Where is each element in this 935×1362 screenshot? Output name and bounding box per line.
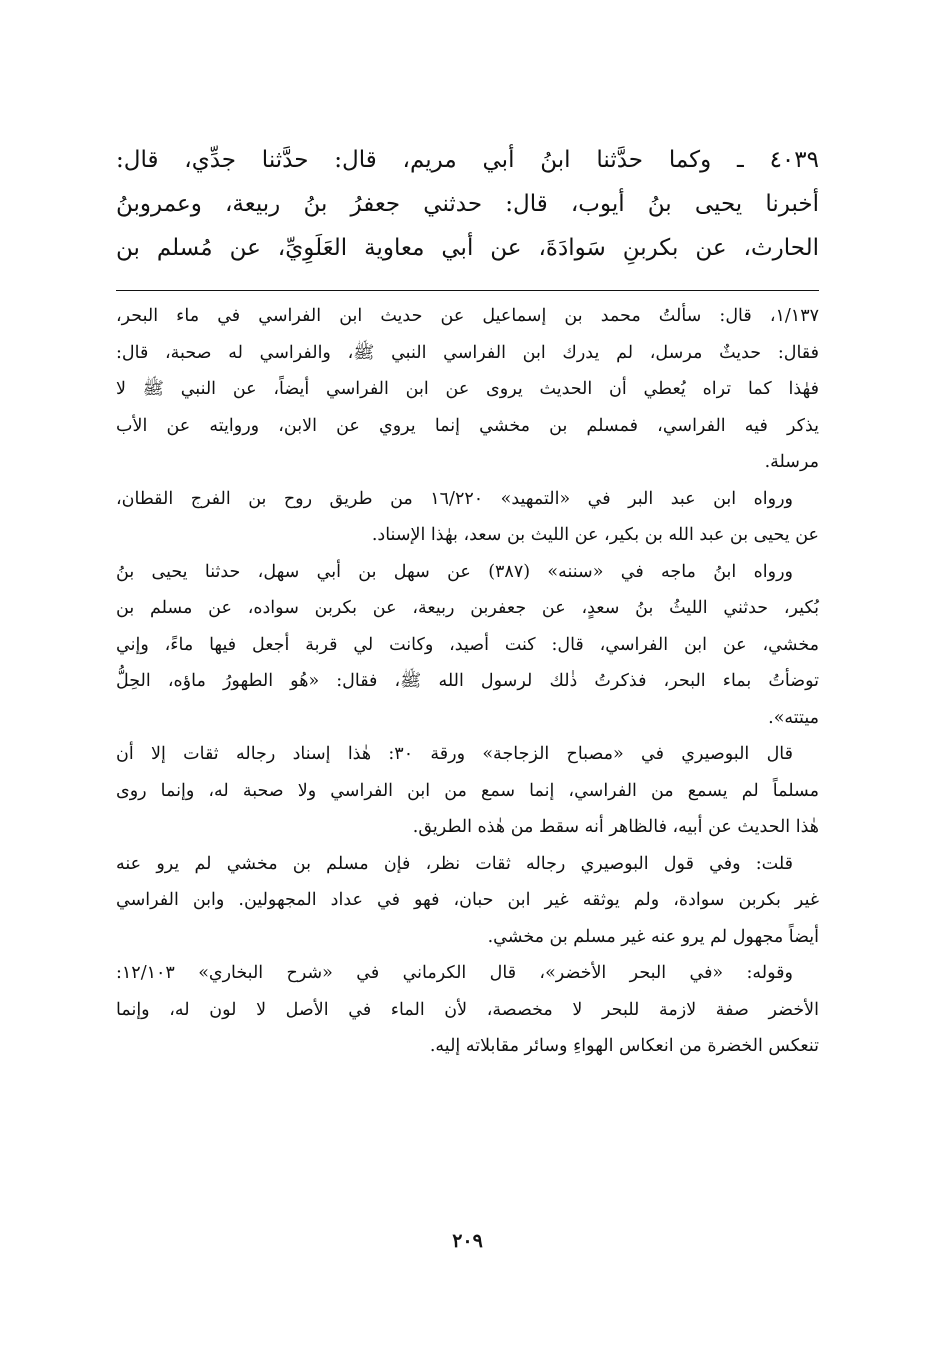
footnote-line: ورواه ابن عبد البر في «التمهيد» ١٦/٢٢٠ من طريق روح بن الفرج القطان،	[116, 488, 793, 509]
hadith-line: ٤٠٣٩ ـ وكما حدَّثنا ابنُ أبي مريم، قال: حدَّثنا جدِّي، قال:	[116, 147, 819, 173]
footnote-line: مرسلة.	[764, 452, 819, 472]
footnote-line: فقال: حديثٌ مرسل، لم يدرك ابن الفراسي النبي ﷺ، والفراسي له صحبة، قال:	[116, 342, 819, 363]
footnote-line: أيضاً مجهول لم يرو عنه غير مسلم بن مخشي.	[487, 926, 819, 947]
footnote-line: ١/١٣٧، قال: سألتُ محمد بن إسماعيل عن حديث ابن الفراسي في ماء البحر،	[116, 306, 819, 326]
footnote-line: مسلماً لم يسمع من الفراسي، إنما سمع من ابن الفراسي ولا صحبة له، وإنما روى	[116, 780, 819, 801]
footnote-line: غير بكربن سوادة، ولم يوثقه غير ابن حبان، فهو في عداد المجهولين. وابن الفراسي	[116, 890, 819, 910]
footnote-line: مخشي، عن ابن الفراسي، قال: كنت أصيد، وكانت لي قربة أجعل فيها ماءً، وإني	[116, 634, 819, 655]
footnote-line: تنعكس الخضرة من انعكاس الهواءِ وسائر مقابلاته إليه.	[429, 1036, 819, 1056]
footnote-line: فهٰذا كما تراه يُعطي أن الحديث يروى عن ابن الفراسي أيضاً، عن النبي ﷺ لا	[116, 379, 819, 399]
footnote-paragraph	[116, 736, 819, 846]
footnote-line: قال البوصيري في «مصباح الزجاجة» ورقة ٣٠: هٰذا إسناد رجاله ثقات إلا أن	[116, 744, 793, 764]
footnotes	[116, 298, 819, 1065]
footnote-line: يذكر فيه الفراسي، فمسلم بن مخشي إنما يروي عن الابن، وروايته عن الأب	[116, 415, 819, 436]
hadith-line: الحارث، عن بكربنِ سَوادَةَ، عن أبي معاوية العَلَوِيِّ، عن مُسلم بن	[116, 235, 819, 261]
footnote-line: الأخضر صفة لازمة للبحر لا مخصصة، لأن الماء في الأصل لا لون له، وإنما	[116, 999, 819, 1020]
footnote-divider	[116, 290, 819, 291]
footnote-paragraph	[116, 955, 819, 1065]
footnote-line: بُكير، حدثني الليثُ بنُ سعدٍ، عن جعفربن ربيعة، عن بكربن سواده، عن مسلم بن	[116, 598, 819, 618]
footnote-line: ميتته».	[768, 707, 819, 728]
footnote-line: هٰذا الحديث عن أبيه، فالظاهر أنه سقط من هٰذه الطريق.	[412, 817, 819, 837]
footnote-line: توضأتُ بماء البحر، فذكرتُ ذٰلك لرسول الله ﷺ، فقال: «هُو الطهورُ ماؤه، الحِلُّ	[116, 671, 819, 691]
footnote-paragraph	[116, 298, 819, 481]
footnote-line: وقوله: «في البحر الأخضر»، قال الكرماني في «شرح البخاري» ١٢/١٠٣:	[116, 963, 793, 983]
footnote-line: ورواه ابنُ ماجه في «سننه» (٣٨٧) عن سهل بن أبي سهل، حدثنا يحيى بنُ	[116, 561, 793, 582]
footnote-paragraph	[116, 846, 819, 956]
hadith-line: أخبرنا يحيى بنُ أيوب، قال: حدثني جعفرُ بنُ ربيعة، وعمروبنُ	[116, 191, 819, 217]
footnote-paragraph	[116, 481, 819, 554]
page-number: ٢٠٩	[452, 1230, 483, 1252]
hadith-text	[116, 138, 819, 270]
footnote-line: عن يحيى بن عبد الله بن بكير، عن الليث بن سعد، بهٰذا الإسناد.	[371, 525, 819, 545]
footnote-line: قلت: وفي قول البوصيري رجاله ثقات نظر، فإن مسلم بن مخشي لم يرو عنه	[116, 853, 793, 874]
footnote-paragraph	[116, 554, 819, 737]
